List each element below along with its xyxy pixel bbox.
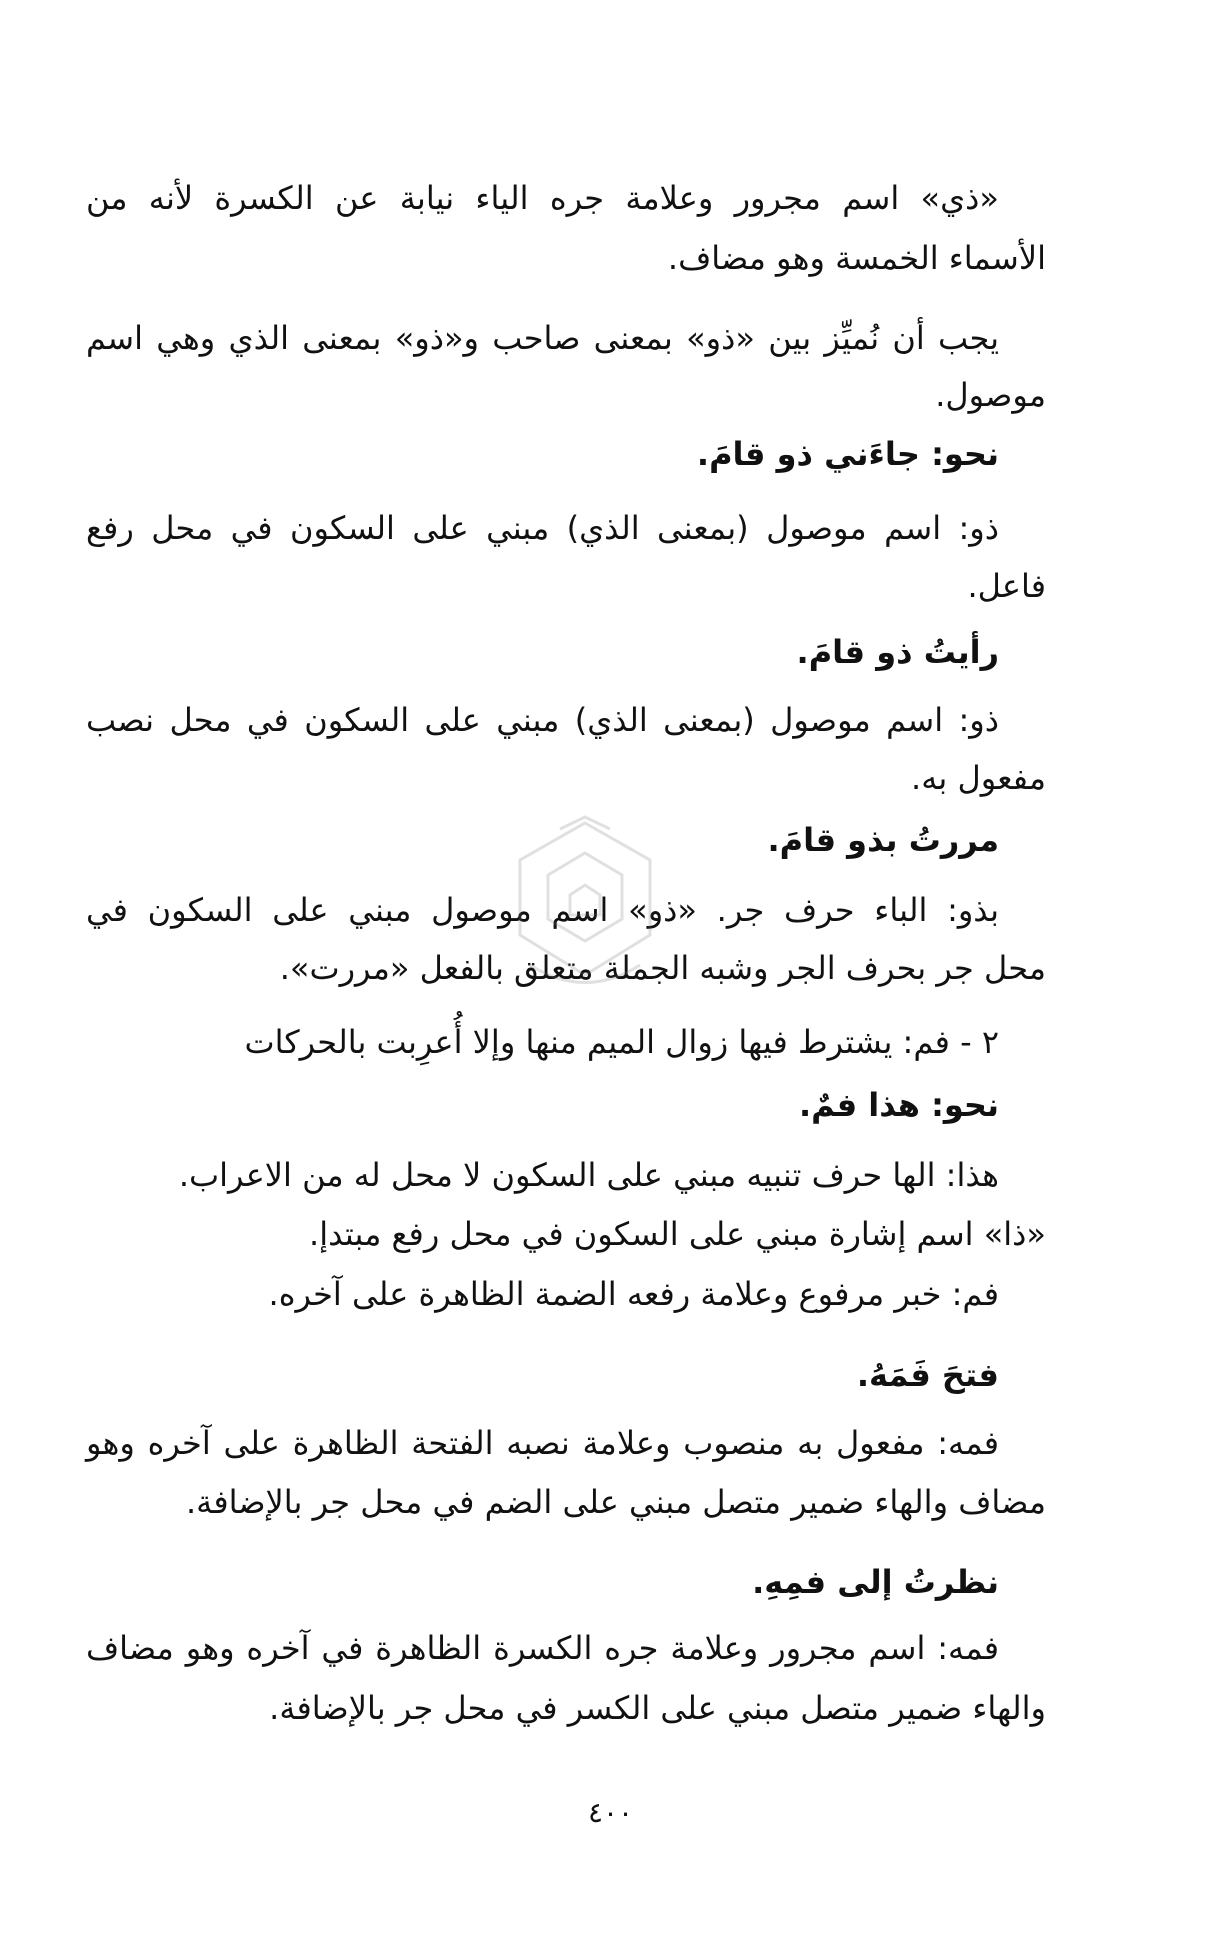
text-line: مفعول به. [911, 759, 1046, 797]
example-line: فتحَ فَمَهُ. [856, 1356, 999, 1394]
text-line: ذو: اسم موصول (بمعنى الذي) مبني على السكون في محل نصب [86, 701, 999, 739]
text-line: والهاء ضمير متصل مبني على الكسر في محل جر بالإضافة. [269, 1689, 1046, 1727]
text-line: فم: خبر مرفوع وعلامة رفعه الضمة الظاهرة على آخره. [268, 1275, 999, 1313]
example-line: نحو: هذا فمٌ. [798, 1086, 999, 1124]
text-line: مضاف والهاء ضمير متصل مبني على الضم في محل جر بالإضافة. [186, 1483, 1046, 1521]
text-line: فمه: مفعول به منصوب وعلامة نصبه الفتحة الظاهرة على آخره وهو [86, 1424, 999, 1462]
text-line: فمه: اسم مجرور وعلامة جره الكسرة الظاهرة في آخره وهو مضاف [86, 1629, 999, 1667]
text-line: ٢ - فم: يشترط فيها زوال الميم منها وإلا أُعرِبت بالحركات [244, 1023, 999, 1061]
example-line: نحو: جاءَني ذو قامَ. [696, 435, 999, 473]
watermark-logo-icon [500, 815, 670, 1005]
text-line: موصول. [935, 376, 1046, 414]
text-line: الأسماء الخمسة وهو مضاف. [667, 239, 1046, 277]
example-line: مررتُ بذو قامَ. [767, 821, 999, 859]
text-line: ذو: اسم موصول (بمعنى الذي) مبني على السكون في محل رفع [86, 509, 999, 547]
text-line: فاعل. [967, 567, 1046, 605]
example-line: رأيتُ ذو قامَ. [796, 633, 999, 671]
example-line: نظرتُ إلى فمِهِ. [752, 1563, 999, 1601]
text-line: هذا: الها حرف تنبيه مبني على السكون لا محل له من الاعراب. [178, 1156, 999, 1194]
text-line: محل جر بحرف الجر وشبه الجملة متعلق بالفعل «مررت». [279, 949, 1046, 987]
text-line: بذو: الباء حرف جر. «ذو» اسم موصول مبني على السكون في [86, 891, 999, 929]
text-line: يجب أن نُميِّز بين «ذو» بمعنى صاحب و«ذو» بمعنى الذي وهي اسم [86, 319, 999, 357]
text-line: «ذا» اسم إشارة مبني على السكون في محل رفع مبتدإ. [309, 1215, 1046, 1253]
text-line: «ذي» اسم مجرور وعلامة جره الياء نيابة عن الكسرة لأنه من [86, 179, 999, 217]
page-number: ٤٠٠ [587, 1796, 634, 1829]
